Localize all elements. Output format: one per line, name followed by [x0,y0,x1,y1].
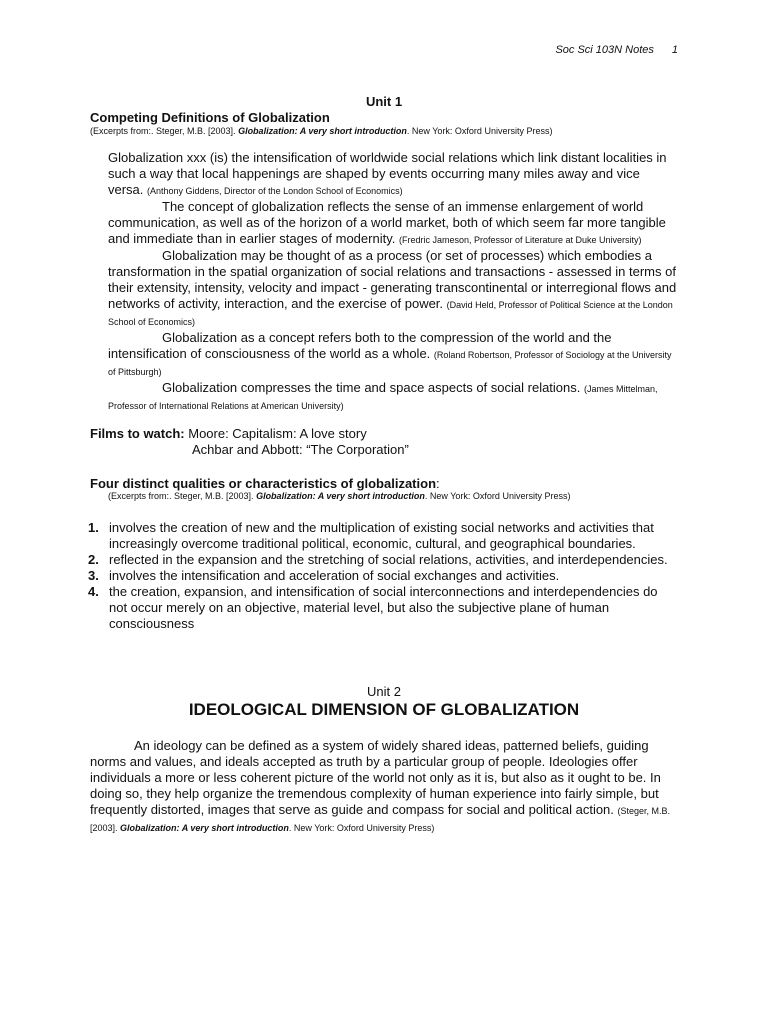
list-number: 2. [88,552,99,567]
list-number: 1. [88,520,99,535]
citation-book-title: Globalization: A very short introduction [120,823,289,833]
running-header [555,44,678,56]
qualities-list [88,520,678,632]
list-text: the creation, expansion, and intensification of social interconnections and interdependencies do not occur merely on an objective, material level, but also the subjective plane of human consciousness [109,584,658,631]
four-qualities-heading [90,476,440,491]
citation-prefix: (Steger, M.B. [2003]. [90,806,671,833]
definition-source: (Fredric Jameson, Professor of Literature at Duke University) [398,235,642,245]
competing-definitions-heading: Competing Definitions of Globalization [90,110,330,125]
excerpt-book-title: Globalization: A very short introduction [256,491,425,501]
qualities-excerpt-citation [108,491,570,501]
page-number: 1 [671,44,678,56]
four-qualities-heading-text: Four distinct qualities or characteristics of globalization [90,476,437,491]
citation-suffix: . New York: Oxford University Press) [288,823,435,833]
definition-source: (James Mittelman, Professor of International Relations at American University) [108,384,658,411]
definition-robertson [108,330,678,380]
definition-jameson [108,199,678,248]
films-label: Films to watch: [90,426,185,441]
film-achbar-abbott: Achbar and Abbott: “The Corporation” [192,442,409,457]
definition-source: (Anthony Giddens, Director of the London School of Economics) [147,186,403,196]
excerpt-suffix: . New York: Oxford University Press) [406,126,553,136]
excerpt-book-title: Globalization: A very short introduction [238,126,407,136]
course-title: Soc Sci 103N Notes [555,44,654,56]
definition-text: Globalization as a concept refers both to the compression of the world and the intensification of consciousness of the world as a whole. [108,330,612,361]
paragraph-text: An ideology can be defined as a system of widely shared ideas, patterned beliefs, guiding norms and values, and ideals accepted as truth by a particular group of people. Ideologies offer individuals a more or less coherent picture of the world not only as it is, but also as it ought to be. In doing so, they help organize the tremendous complexity of human experience into fairly simple, but frequently distorted, images that serve as guide and compass for social and political action. [90,738,661,817]
ideological-dimension-heading: IDEOLOGICAL DIMENSION OF GLOBALIZATION [188,700,580,719]
list-number: 4. [88,584,99,599]
excerpt-suffix: . New York: Oxford University Press) [424,491,571,501]
list-text: involves the creation of new and the multiplication of existing social networks and activities that increasingly overcome traditional political, economic, cultural, and geographical boundaries. [109,520,654,551]
definition-held [108,248,678,330]
list-text: involves the intensification and acceleration of social exchanges and activities. [109,568,560,583]
definition-text: Globalization xxx (is) the intensification of worldwide social relations which link distant localities in such a way that local happenings are shaped by events occurring many miles away and vice versa. [108,150,667,197]
ideology-paragraph [90,738,680,836]
list-item [88,520,678,552]
definition-source: (Roland Robertson, Professor of Sociology at the University of Pittsburgh) [108,350,672,377]
unit2-label: Unit 2 [367,684,401,699]
excerpt-citation [90,126,552,136]
excerpt-prefix: (Excerpts from:. Steger, M.B. [2003]. [90,126,239,136]
films-to-watch [90,426,409,458]
definition-source: (David Held, Professor of Political Science at the London School of Economics) [108,300,673,327]
list-item [88,568,678,584]
definition-giddens [108,150,678,199]
film-moore: Moore: Capitalism: A love story [184,426,367,441]
heading-colon: : [436,476,440,491]
definition-text: Globalization compresses the time and space aspects of social relations. [162,380,584,395]
list-item [88,584,678,632]
definition-text: Globalization may be thought of as a process (or set of processes) which embodies a transformation in the spatial organization of social relations and transactions - assessed in terms of their extensity, intensity, velocity and impact - generating transcontinental or interregional flows and networks of activity, interaction, and the exercise of power. [108,248,677,311]
list-item [88,552,678,568]
definition-text: The concept of globalization reflects the sense of an immense enlargement of world communication, as well as of the horizon of a world market, both of which seem far more tangible and immediate than in earlier stages of modernity. [108,199,666,246]
excerpt-prefix: (Excerpts from:. Steger, M.B. [2003]. [108,491,257,501]
list-text: reflected in the expansion and the stretching of social relations, activities, and interdependencies. [109,552,668,567]
definition-mittelman [108,380,678,414]
films-line-1 [90,426,409,442]
list-number: 3. [88,568,99,583]
unit1-label: Unit 1 [365,94,403,109]
definitions-block [108,150,678,414]
